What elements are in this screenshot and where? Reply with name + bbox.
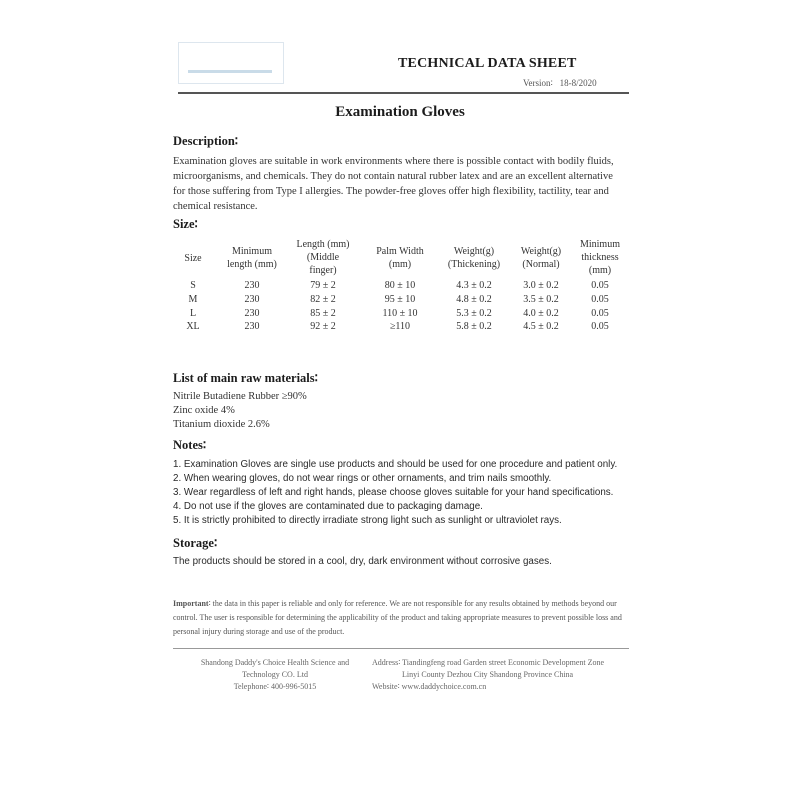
col-header-size: Size	[184, 253, 202, 264]
notes-heading: Notes∶	[173, 438, 207, 452]
header-divider	[178, 92, 629, 94]
footer-contact: Address∶ Tiandingfeng road Garden street Economic Development Zone Linyi County Dezhou City Shandong Province China Website∶ www.daddychoice.com.cn	[372, 658, 605, 691]
col-header-palm-width: Palm Width (mm)	[376, 246, 424, 270]
description-body	[173, 154, 643, 214]
description-line: for those suffering from Type I allergies. The powder-free gloves offer high flexibility, tactility, tear and	[173, 186, 609, 197]
version-value: 18-8/2020	[559, 78, 597, 88]
important-label: Important	[173, 599, 209, 608]
list-item: 3. Wear regardless of left and right hands, please choose gloves suitable for your hand specifications.	[173, 487, 614, 498]
version-info	[523, 78, 597, 89]
description-line: Examination gloves are suitable in work environments where there is possible contact with bodily fluids,	[173, 156, 614, 167]
list-item: 5. It is strictly prohibited to directly irradiate strong light such as sunlight or ultraviolet rays.	[173, 515, 562, 526]
footer-divider	[173, 648, 629, 649]
description-line: microorganisms, and chemicals. They do not contain natural rubber latex and are an excellent alternative	[173, 171, 613, 182]
footer-company: Shandong Daddy's Choice Health Science and Technology CO. Ltd Telephone∶ 400-996-5015	[200, 658, 350, 691]
list-item: 1. Examination Gloves are single use products and should be used for one procedure and patient only.	[173, 459, 618, 470]
col-header-weight-thick: Weight(g) (Thickening)	[447, 246, 501, 270]
version-label: Version∶	[523, 78, 553, 88]
description-heading: Description∶	[173, 134, 239, 148]
list-item: 4. Do not use if the gloves are contaminated due to packaging damage.	[173, 501, 483, 512]
page-title: Examination Gloves	[335, 104, 465, 120]
storage-text: The products should be stored in a cool, dry, dark environment without corrosive gases.	[173, 556, 552, 567]
important-notice: Important∶ the data in this paper is reliable and only for reference. We are not responsible for any results obtained by methods beyond our control. The user is responsible for determining the applicability of the product and taking appropriate measures to prevent possible loss and personal injury during storage and use of the product.	[173, 599, 622, 636]
col-header-length: Length (mm) (Middle finger)	[296, 239, 350, 276]
list-item: Titanium dioxide 2.6%	[173, 419, 270, 430]
list-item: Nitrile Butadiene Rubber ≥90%	[173, 391, 307, 402]
list-item: Zinc oxide 4%	[173, 405, 235, 416]
storage-heading: Storage∶	[173, 536, 218, 550]
notes-list	[173, 458, 617, 528]
materials-heading: List of main raw materials∶	[173, 371, 318, 385]
col-header-weight-normal: Weight(g) (Normal)	[520, 246, 562, 270]
list-item: 2. When wearing gloves, do not wear rings or other ornaments, and trim nails smoothly.	[173, 473, 552, 484]
materials-list	[173, 390, 307, 432]
col-header-min-length: Minimum length (mm)	[227, 246, 277, 270]
company-logo	[178, 42, 284, 84]
col-header-min-thickness: Minimum thickness (mm)	[579, 239, 620, 276]
logo-mark	[188, 70, 272, 73]
size-heading: Size∶	[173, 217, 198, 231]
description-line: chemical resistance.	[173, 201, 258, 212]
document-title: TECHNICAL DATA SHEET	[398, 56, 577, 71]
